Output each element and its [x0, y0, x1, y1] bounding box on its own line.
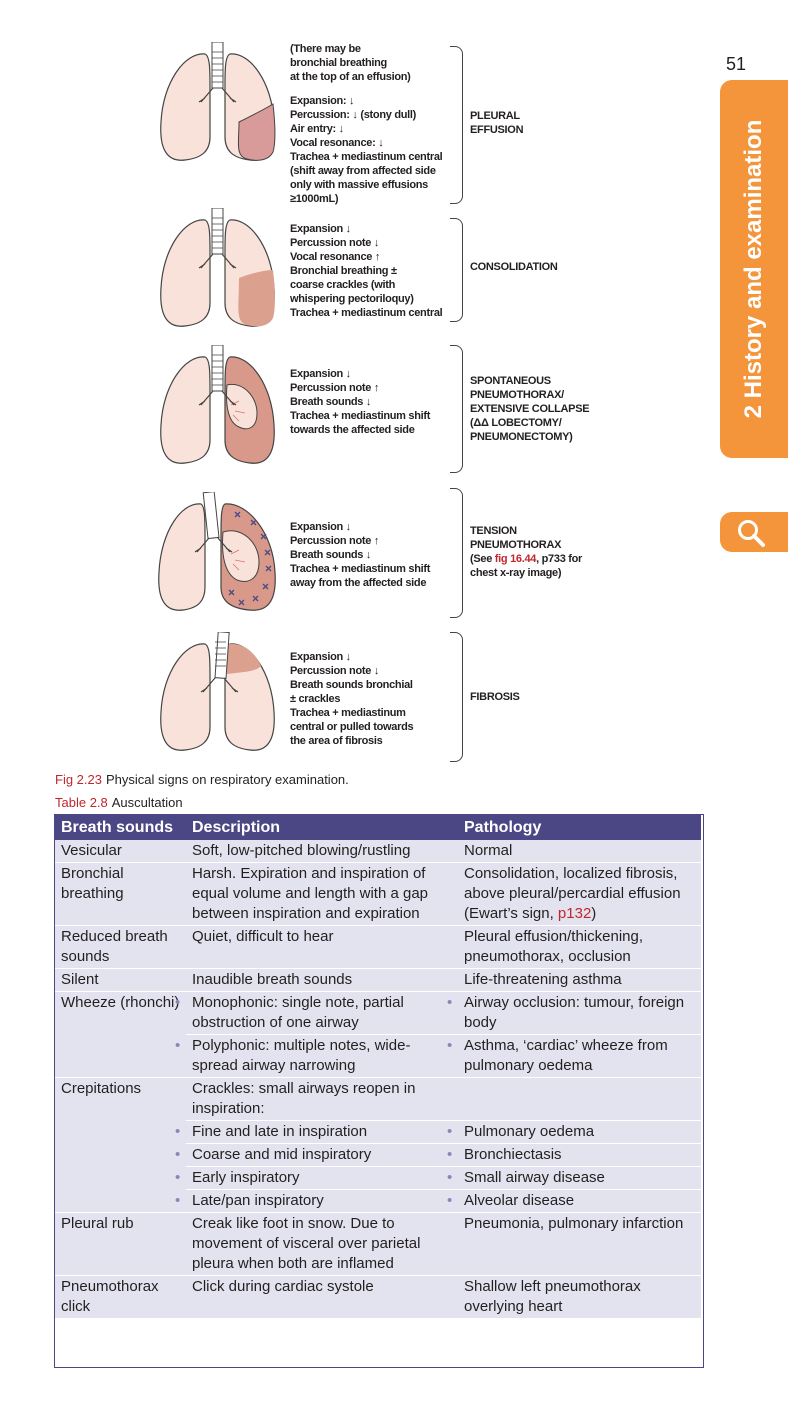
- header-breath-sounds: Breath sounds: [55, 815, 186, 840]
- signs-pleural-effusion: (There may be bronchial breathing at the top of an effusion) Expansion: ↓ Percussion: ↓ (stony dull) Air entry: ↓ Vocal resonance: ↓ Trachea + mediastinum central (shift away from affected side only with massive effusions ≥1000mL): [290, 43, 443, 205]
- p132-link[interactable]: p132: [557, 905, 592, 922]
- lung-diagram-consolidation: [155, 208, 280, 333]
- signs-fibrosis: Expansion ↓ Percussion note ↓ Breath sounds bronchial ± crackles Trachea + mediastinum central or pulled towards the area of fibrosis: [290, 651, 414, 747]
- signs-tension-pneumothorax: Expansion ↓ Percussion note ↑ Breath sounds ↓ Trachea + mediastinum shift away from the affected side: [290, 521, 431, 589]
- diagnosis-spontaneous-pneumothorax: SPONTANEOUS PNEUMOTHORAX/ EXTENSIVE COLLAPSE (ΔΔ LOBECTOMY/ PNEUMONECTOMY): [470, 375, 590, 443]
- auscultation-table: [55, 815, 701, 1318]
- lung-diagram-pleural-effusion: [155, 42, 280, 172]
- table-row: Vesicular Soft, low-pitched blowing/rustling Normal: [61, 842, 513, 859]
- search-tab[interactable]: [720, 512, 788, 552]
- bracket-tension-pneumothorax: [450, 488, 463, 618]
- table-row: Bronchial breathing Harsh. Expiration and inspiration of equal volume and length with a gap between inspiration and expiration Consolidation, localized fibrosis, above pleural/percardial effusion (Ewart’s sign, p132): [55, 863, 701, 926]
- signs-spontaneous-pneumothorax: Expansion ↓ Percussion note ↑ Breath sounds ↓ Trachea + mediastinum shift towards the affected side: [290, 368, 431, 436]
- signs-consolidation: Expansion ↓ Percussion note ↓ Vocal resonance ↑ Bronchial breathing ± coarse crackles (with whispering pectoriloquy) Trachea + mediastinum central: [290, 223, 443, 319]
- page-number: 51: [726, 54, 747, 74]
- table-row: • Fine and late in inspiration • Pulmonary oedema: [55, 1121, 701, 1144]
- chapter-tab-label: 2 History and examination: [740, 119, 767, 419]
- lung-diagram-fibrosis: [155, 632, 280, 762]
- table-header-row: [55, 815, 701, 840]
- chapter-tab[interactable]: [720, 80, 788, 458]
- diagnosis-pleural-effusion: PLEURAL EFFUSION: [470, 110, 524, 136]
- diagnosis-fibrosis: FIBROSIS: [470, 691, 520, 703]
- header-description: Description: [186, 815, 458, 840]
- figure-caption: Fig 2.23 Physical signs on respiratory examination.: [55, 772, 349, 787]
- table-row: Crepitations Crackles: small airways reopen in inspiration:: [55, 1078, 701, 1121]
- lung-diagram-spontaneous-pneumothorax: [155, 345, 280, 470]
- bracket-spontaneous-pneumothorax: [450, 345, 463, 473]
- table-row: Wheeze (rhonchi) • Monophonic: single note, partial obstruction of one airway • Airway occlusion: tumour, foreign body: [55, 992, 701, 1035]
- table-row: • Polyphonic: multiple notes, wide-spread airway narrowing • Asthma, ‘cardiac’ wheeze from pulmonary oedema: [55, 1035, 701, 1078]
- table-caption: Table 2.8 Auscultation: [55, 795, 183, 810]
- bracket-pleural-effusion: [450, 46, 463, 204]
- diagnosis-consolidation: CONSOLIDATION: [470, 261, 558, 273]
- fig-16-44-link[interactable]: fig 16.44: [494, 553, 537, 565]
- bracket-consolidation: [450, 218, 463, 322]
- table-row: Reduced breath sounds Quiet, difficult to hear Pleural effusion/thickening, pneumothorax, occlusion: [55, 926, 701, 969]
- lung-diagram-tension-pneumothorax: [155, 492, 280, 617]
- magnifier-icon: [732, 516, 768, 550]
- table-row: • Late/pan inspiratory • Alveolar disease: [55, 1190, 701, 1213]
- table-row: Pleural rub Creak like foot in snow. Due to movement of visceral over parietal pleura when both are inflamed Pneumonia, pulmonary infarction: [55, 1213, 701, 1276]
- table-row: Silent Inaudible breath sounds Life-threatening asthma: [55, 969, 701, 992]
- table-row: • Coarse and mid inspiratory • Bronchiectasis: [55, 1144, 701, 1167]
- header-pathology: Pathology: [458, 815, 701, 840]
- table-row: • Early inspiratory • Small airway disease: [55, 1167, 701, 1190]
- table-row: Pneumothorax click Click during cardiac systole Shallow left pneumothorax overlying heart: [55, 1276, 701, 1319]
- diagnosis-tension-pneumothorax: TENSION PNEUMOTHORAX (See fig 16.44, p733 for chest x-ray image): [470, 525, 583, 579]
- bracket-fibrosis: [450, 632, 463, 762]
